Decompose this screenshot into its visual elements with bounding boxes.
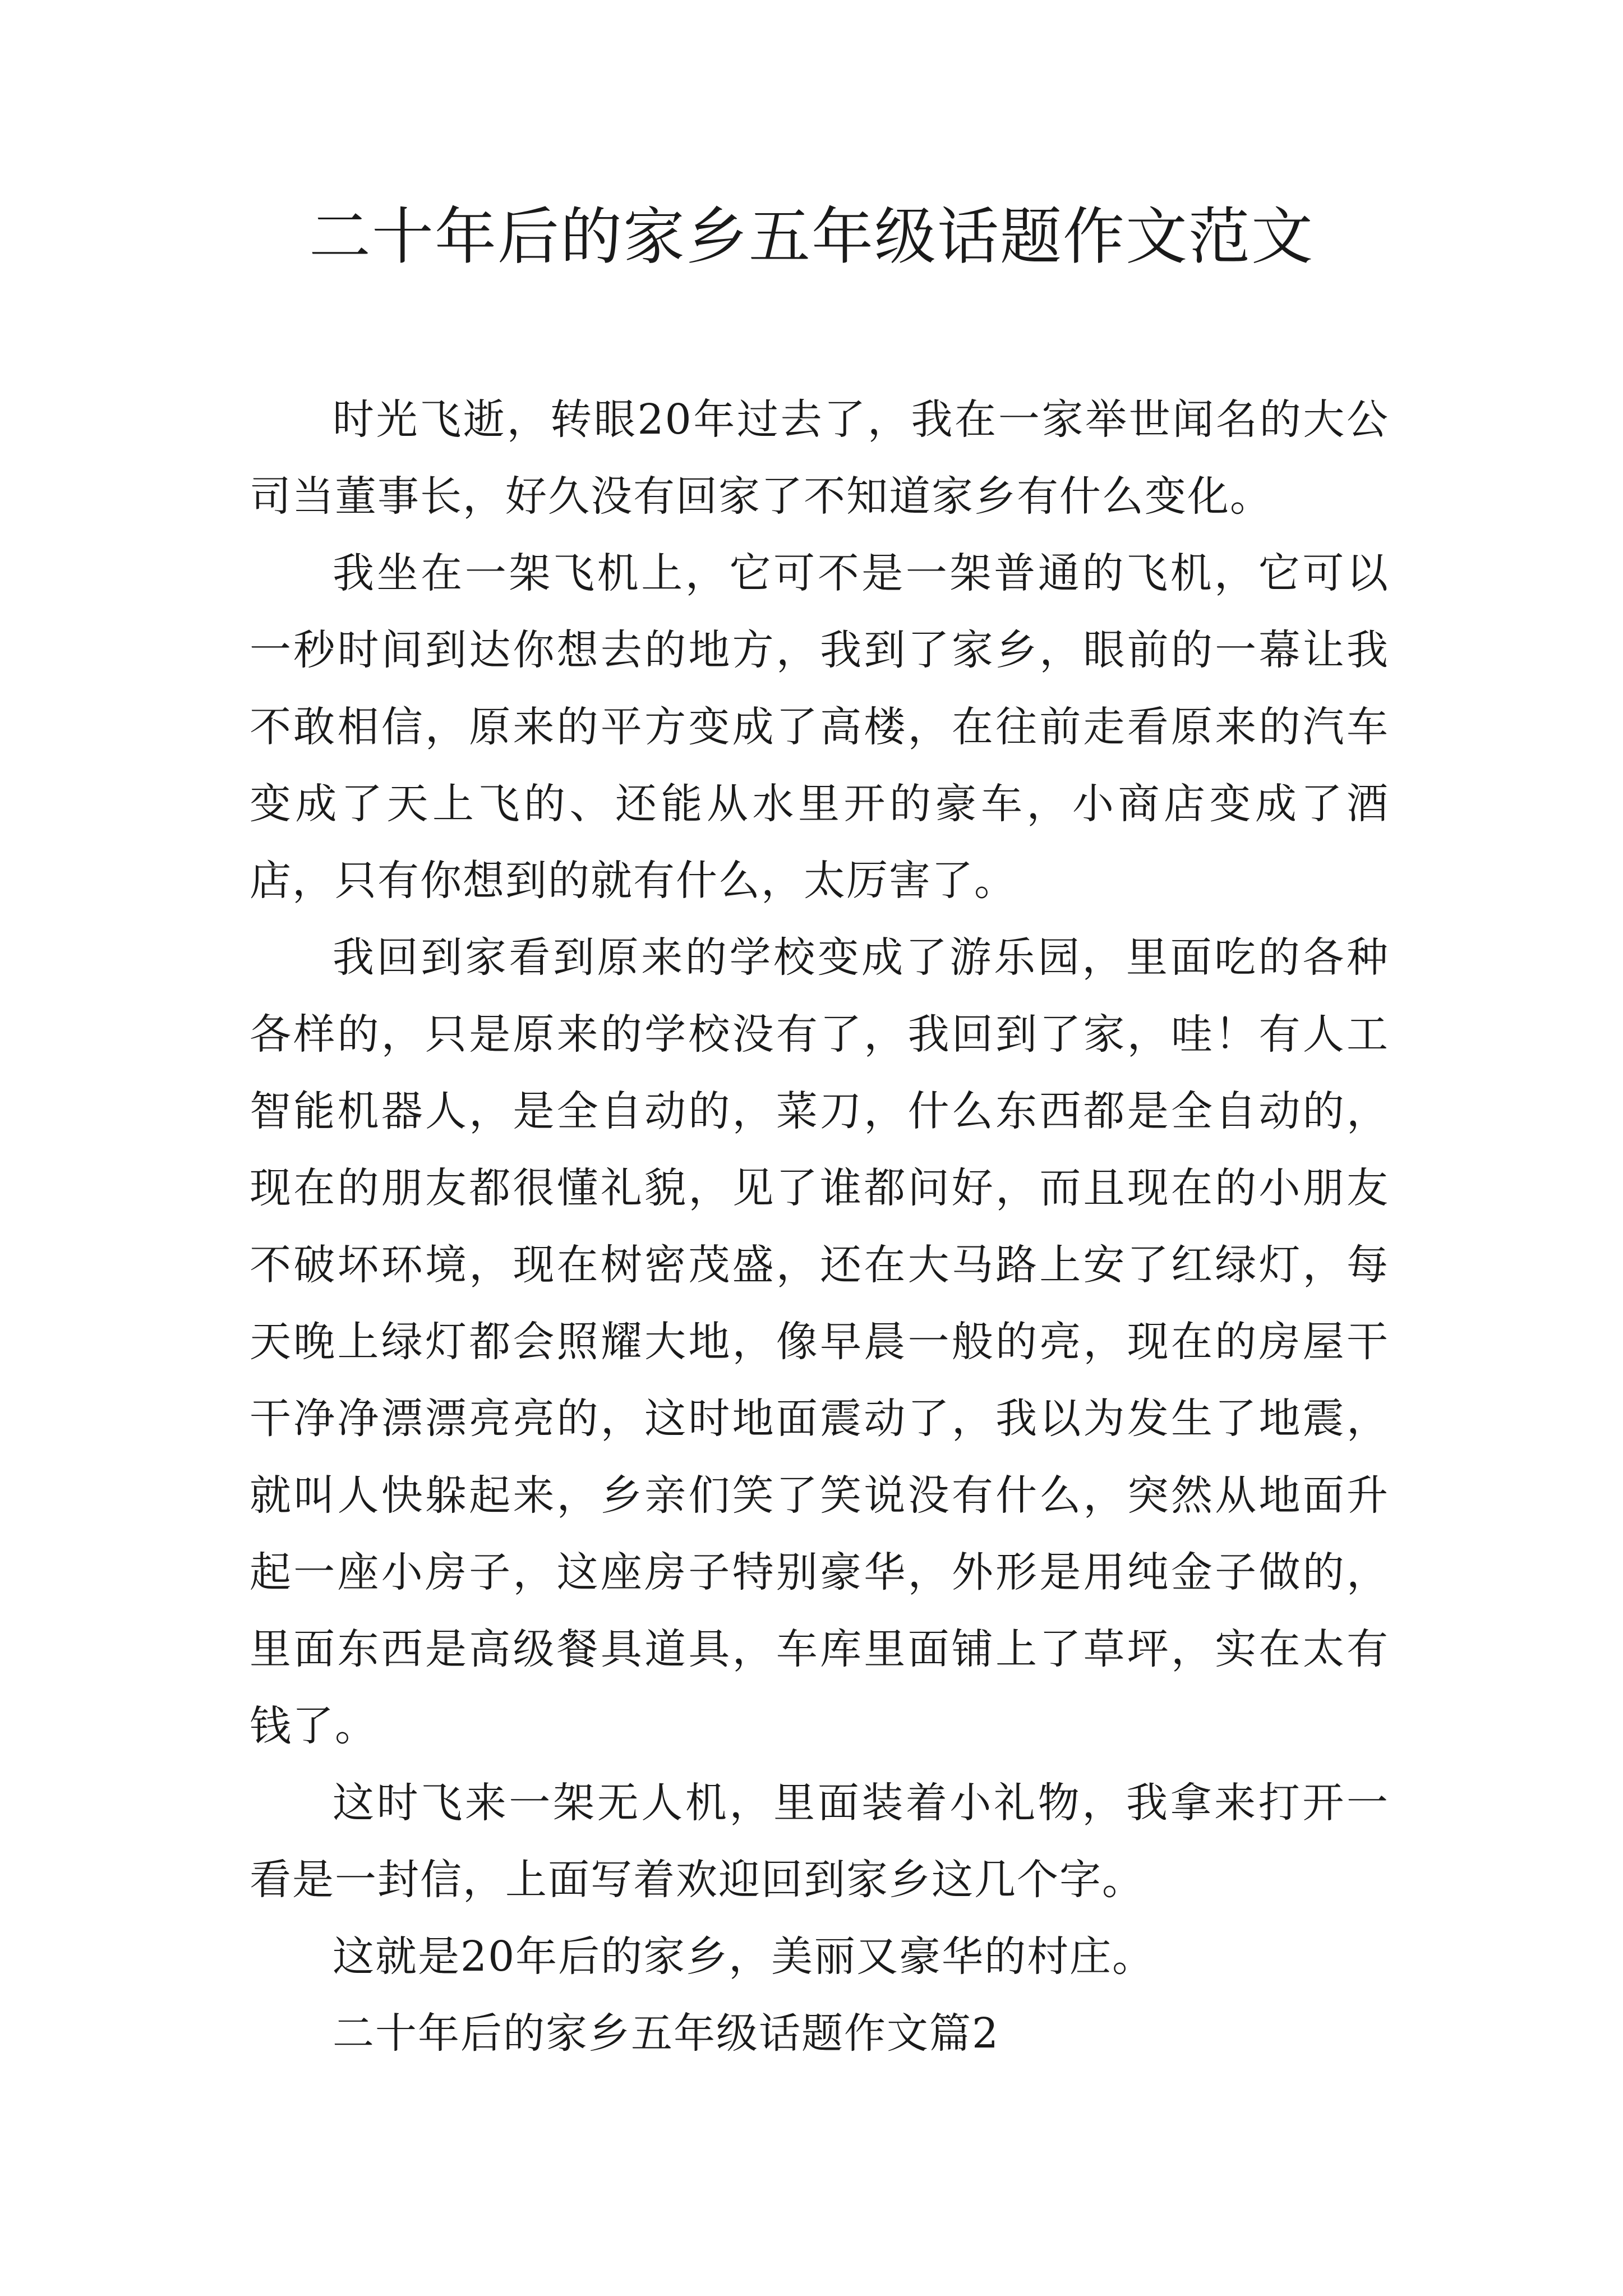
paragraph-1: 时光飞逝，转眼20年过去了，我在一家举世闻名的大公司当董事长，好久没有回家了不知道家乡有什么变化。: [250, 395, 1389, 521]
document-body: [250, 381, 1389, 2072]
paragraph-3: 我回到家看到原来的学校变成了游乐园，里面吃的各种各样的，只是原来的学校没有了，我回到了家，哇！有人工智能机器人，是全自动的，菜刀，什么东西都是全自动的，现在的朋友都很懂礼貌，见了谁都问好，而且现在的小朋友不破坏环境，现在树密茂盛，还在大马路上安了红绿灯，每天晚上绿灯都会照耀大地，像早晨一般的亮，现在的房屋干干净净漂漂亮亮的，这时地面震动了，我以为发生了地震，就叫人快躲起来，乡亲们笑了笑说没有什么，突然从地面升起一座小房子，这座房子特别豪华，外形是用纯金子做的，里面东西是高级餐具道具，车库里面铺上了草坪，实在太有钱了。: [250, 933, 1389, 1750]
paragraph-2: 我坐在一架飞机上，它可不是一架普通的飞机，它可以一秒时间到达你想去的地方，我到了家乡，眼前的一幕让我不敢相信，原来的平方变成了高楼，在往前走看原来的汽车变成了天上飞的、还能从水里开的豪车，小商店变成了酒店，只有你想到的就有什么，太厉害了。: [250, 549, 1389, 905]
paragraph-5: 这就是20年后的家乡，美丽又豪华的村庄。: [333, 1932, 1155, 1981]
document-title: 二十年后的家乡五年级话题作文范文: [309, 201, 1314, 273]
section-heading-essay-2: 二十年后的家乡五年级话题作文篇2: [333, 2009, 1000, 2058]
paragraph-4: 这时飞来一架无人机，里面装着小礼物，我拿来打开一看是一封信，上面写着欢迎回到家乡这几个字。: [250, 1779, 1389, 1904]
